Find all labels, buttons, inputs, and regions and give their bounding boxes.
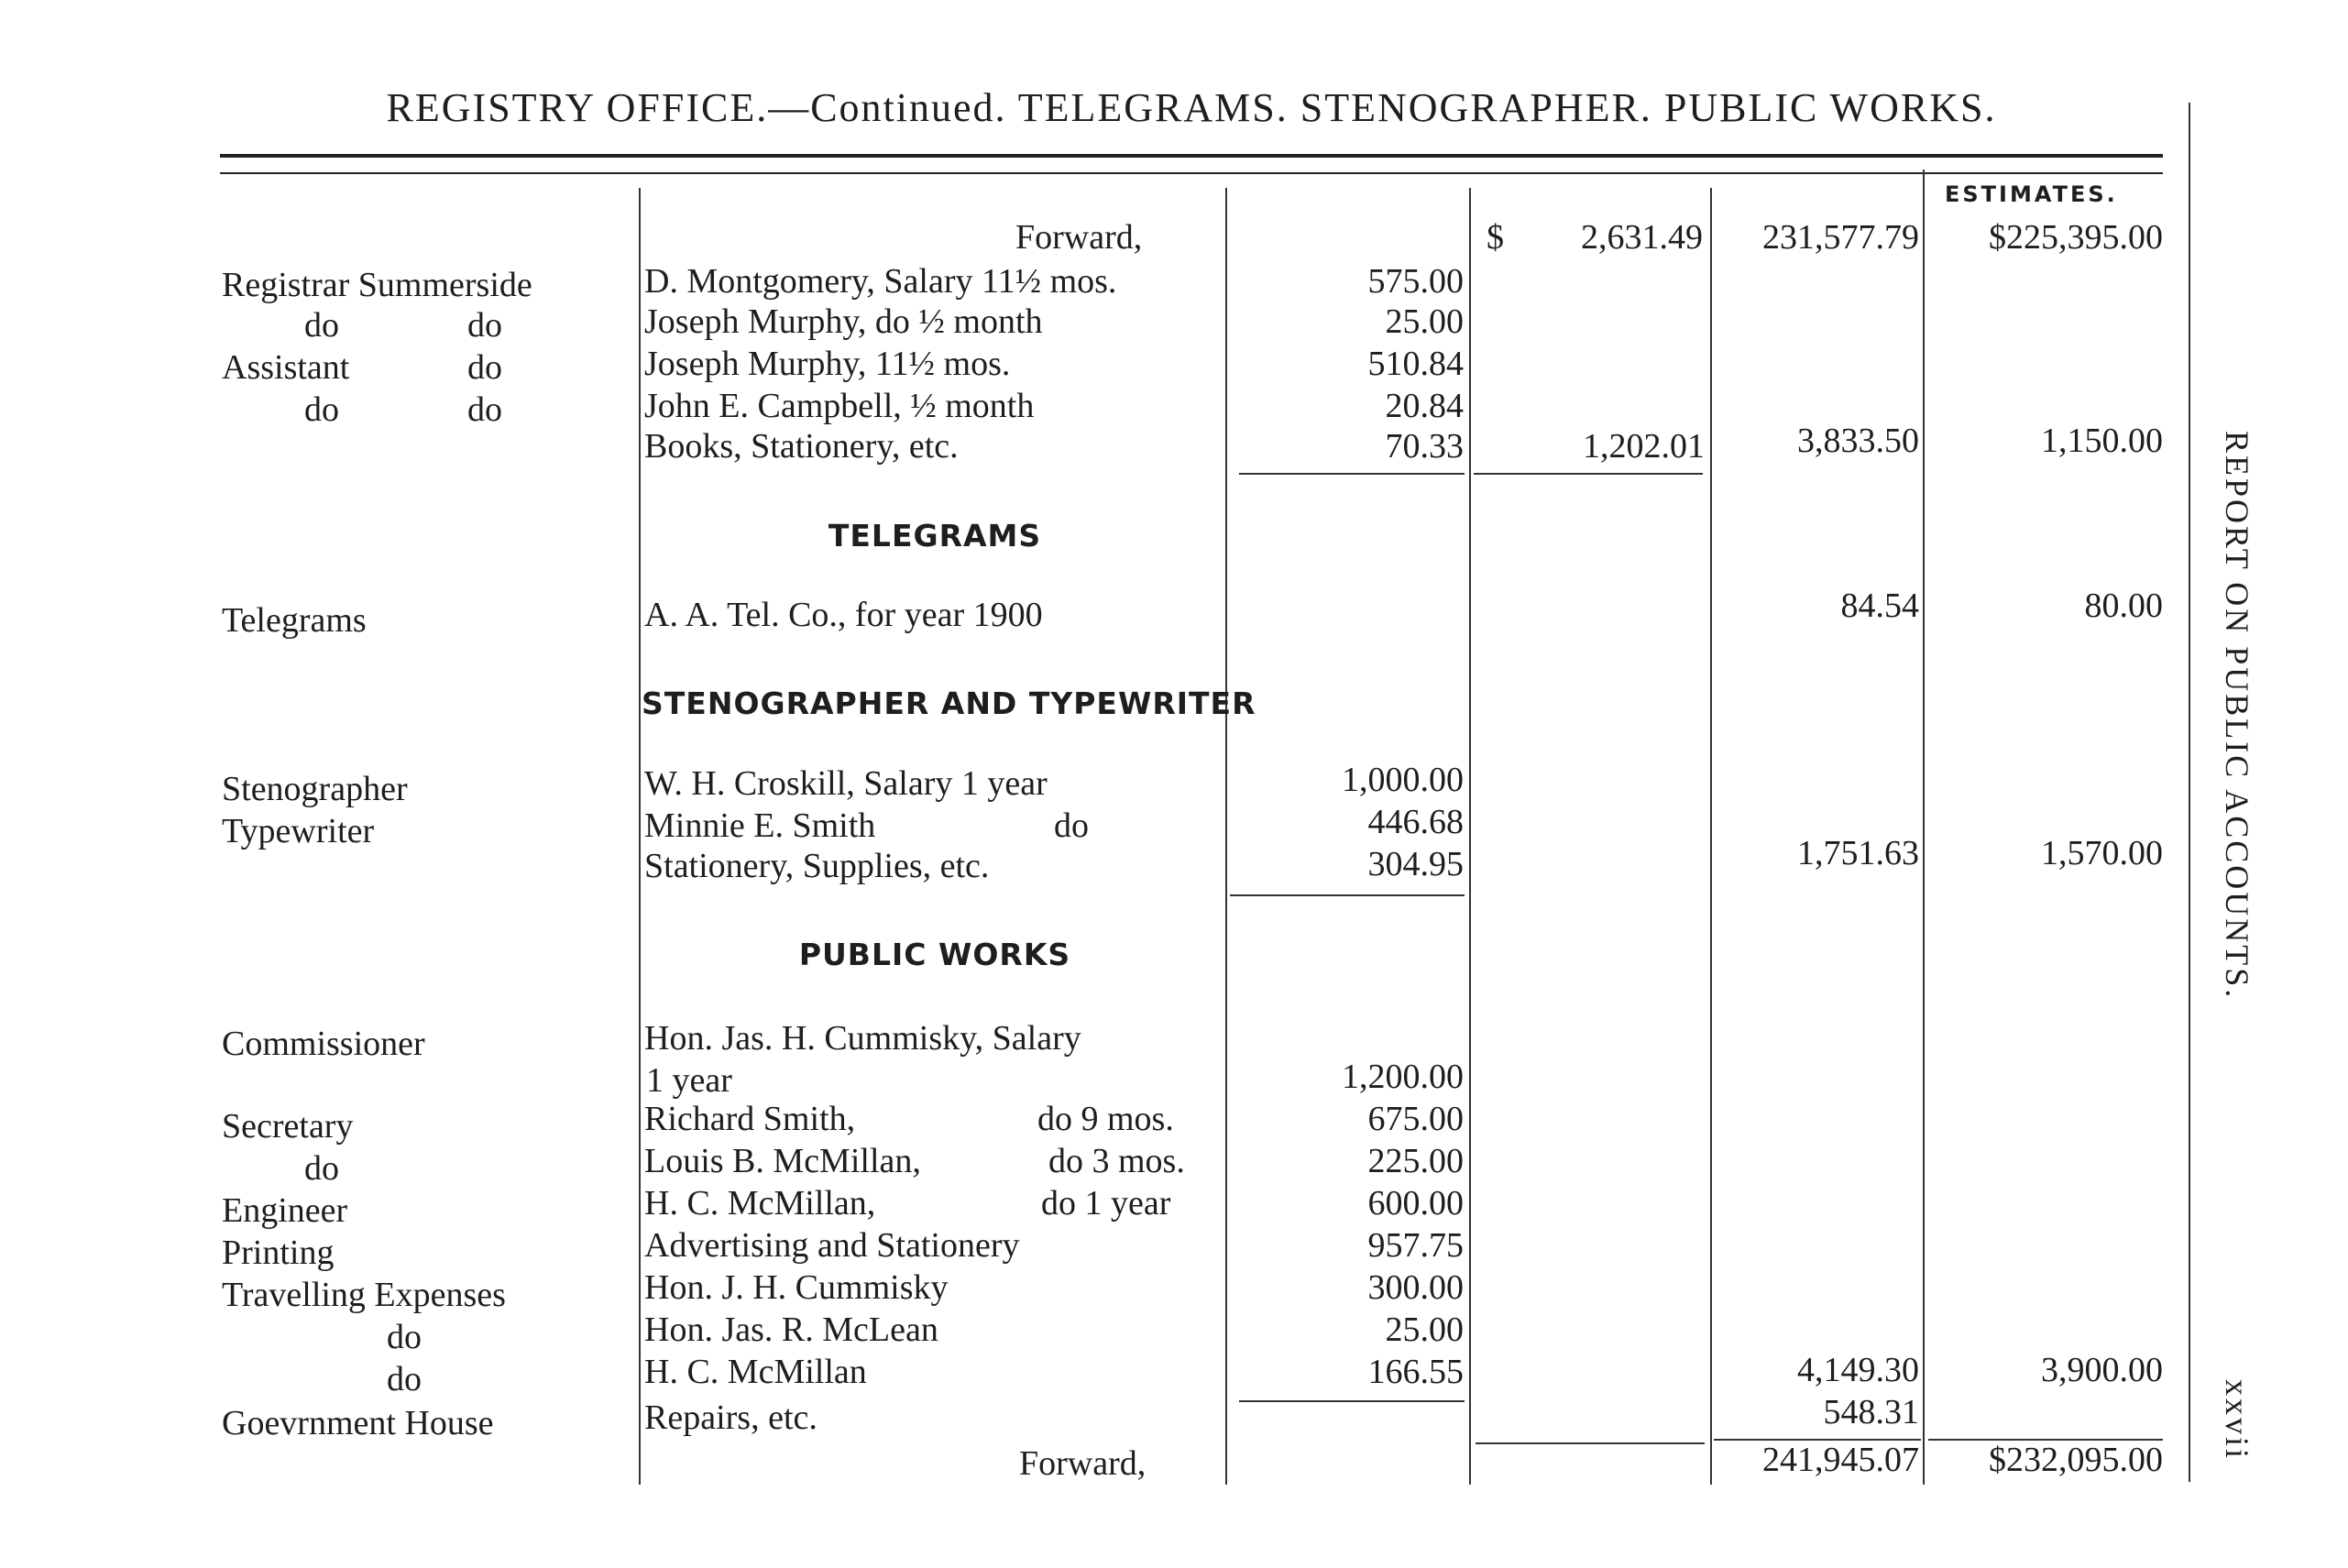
- side-caption: REPORT ON PUBLIC ACCOUNTS.: [2219, 431, 2255, 1001]
- forward-top-col2: 2,631.49: [1581, 218, 1703, 257]
- stenographer-row-desc: Minnie E. Smith: [644, 806, 876, 845]
- column-divider-col3: [1710, 188, 1712, 1485]
- public-works-row-amount: 166.55: [1367, 1353, 1464, 1391]
- estimates-header: ESTIMATES.: [1945, 181, 2118, 207]
- stenographer-row-desc: W. H. Croskill, Salary 1 year: [644, 764, 1048, 803]
- public-works-row-amount: 957.75: [1367, 1226, 1464, 1265]
- forward-top-col3: 231,577.79: [1762, 218, 1919, 257]
- public-works-row-desc: Hon. J. H. Cummisky: [644, 1268, 949, 1307]
- public-works-row-amount: 1,200.00: [1342, 1058, 1464, 1096]
- page-title: REGISTRY OFFICE.—Continued. TELEGRAMS. STENOGRAPHER. PUBLIC WORKS.: [386, 85, 1997, 130]
- column-divider-col2: [1469, 188, 1471, 1485]
- public-works-row-amount: 300.00: [1367, 1268, 1464, 1307]
- registry-amount-underline: [1239, 473, 1465, 475]
- telegrams-desc: A. A. Tel. Co., for year 1900: [644, 596, 1043, 634]
- public-works-row-desc: H. C. McMillan: [644, 1353, 867, 1391]
- stenographer-row-desc-b: do: [1054, 806, 1089, 845]
- registry-row-amount: 575.00: [1367, 262, 1464, 301]
- registry-row-amount: 25.00: [1385, 302, 1464, 341]
- registry-row-desc: Joseph Murphy, 11½ mos.: [644, 345, 1011, 383]
- forward-bottom-col3: 241,945.07: [1762, 1441, 1919, 1479]
- public-works-row-desc: Hon. Jas. R. McLean: [644, 1310, 938, 1349]
- government-house-label: Goevrnment House: [222, 1404, 494, 1442]
- public-works-estimate: 3,900.00: [2041, 1351, 2163, 1389]
- forward-top-col4: $225,395.00: [1989, 218, 2163, 257]
- registry-row-label: do: [304, 390, 339, 429]
- public-works-row-label: do: [387, 1318, 422, 1356]
- registry-row-label: Assistant: [222, 348, 350, 387]
- public-works-amount-underline: [1239, 1400, 1465, 1402]
- registry-row-amount: 510.84: [1367, 345, 1464, 383]
- public-works-row-label: Engineer: [222, 1191, 348, 1230]
- stenographer-row-label: Stenographer: [222, 770, 408, 808]
- telegrams-label: Telegrams: [222, 601, 367, 640]
- page-right-border: [2189, 103, 2190, 1482]
- stenographer-row-desc: Stationery, Supplies, etc.: [644, 847, 990, 885]
- bottom-col2-rule: [1476, 1442, 1705, 1444]
- telegrams-col3: 84.54: [1840, 587, 1919, 625]
- registry-row-label: Registrar Summerside: [222, 266, 532, 304]
- registry-row-label-b: do: [467, 348, 502, 387]
- stenographer-row-amount: 446.68: [1367, 803, 1464, 841]
- public-works-row-label: do: [387, 1360, 422, 1398]
- public-works-row-label: do: [304, 1149, 339, 1188]
- registry-row-desc: D. Montgomery, Salary 11½ mos.: [644, 262, 1117, 301]
- public-works-row-desc: 1 year: [646, 1061, 732, 1100]
- public-works-row-desc: Hon. Jas. H. Cummisky, Salary: [644, 1019, 1081, 1058]
- registry-row-amount: 20.84: [1385, 387, 1464, 425]
- public-works-row-label: Travelling Expenses: [222, 1276, 506, 1314]
- public-works-row-desc: Louis B. McMillan,: [644, 1142, 921, 1180]
- public-works-row-amount: 25.00: [1385, 1310, 1464, 1349]
- public-works-col3: 4,149.30: [1797, 1351, 1919, 1389]
- government-house-col3: 548.31: [1823, 1393, 1919, 1431]
- public-works-row-label: Printing: [222, 1234, 335, 1272]
- stenographer-row-label: Typewriter: [222, 812, 375, 850]
- stenographer-row-amount: 304.95: [1367, 845, 1464, 883]
- public-works-heading: PUBLIC WORKS: [798, 937, 1071, 972]
- column-divider-col4: [1923, 170, 1925, 1485]
- forward-top-label: Forward,: [1015, 218, 1143, 257]
- registry-row-desc: Joseph Murphy, do ½ month: [644, 302, 1043, 341]
- title-rule-thin: [220, 172, 2163, 174]
- public-works-row-desc: H. C. McMillan,: [644, 1184, 876, 1223]
- public-works-row-amount: 225.00: [1367, 1142, 1464, 1180]
- public-works-row-amount: 600.00: [1367, 1184, 1464, 1223]
- stenographer-amount-underline: [1230, 894, 1465, 896]
- government-house-desc: Repairs, etc.: [644, 1398, 817, 1437]
- stenographer-heading: STENOGRAPHER AND TYPEWRITER: [642, 685, 1256, 721]
- telegrams-heading: TELEGRAMS: [828, 518, 1042, 554]
- registry-row-label-b: do: [467, 390, 502, 429]
- registry-row-desc: Books, Stationery, etc.: [644, 427, 959, 466]
- public-works-row-desc-b: do 9 mos.: [1037, 1100, 1174, 1138]
- registry-row-label-b: do: [467, 306, 502, 345]
- stenographer-row-amount: 1,000.00: [1342, 761, 1464, 799]
- public-works-row-desc: Richard Smith,: [644, 1100, 856, 1138]
- public-works-row-desc: Advertising and Stationery: [644, 1226, 1020, 1265]
- public-works-row-desc-b: do 1 year: [1041, 1184, 1171, 1223]
- stenographer-col3: 1,751.63: [1797, 834, 1919, 872]
- registry-total-col2: 1,202.01: [1583, 427, 1705, 466]
- forward-top-dollar: $: [1487, 218, 1504, 257]
- registry-total-col3: 3,833.50: [1797, 422, 1919, 460]
- registry-row-desc: John E. Campbell, ½ month: [644, 387, 1035, 425]
- page-number: xxvii: [2219, 1379, 2255, 1462]
- public-works-row-desc-b: do 3 mos.: [1048, 1142, 1185, 1180]
- registry-col2-underline: [1474, 473, 1703, 475]
- registry-row-amount: 70.33: [1385, 427, 1464, 466]
- forward-bottom-label: Forward,: [1019, 1444, 1147, 1483]
- public-works-row-amount: 675.00: [1367, 1100, 1464, 1138]
- stenographer-estimate: 1,570.00: [2041, 834, 2163, 872]
- public-works-row-label: Secretary: [222, 1107, 354, 1146]
- registry-estimate: 1,150.00: [2041, 422, 2163, 460]
- forward-bottom-col4: $232,095.00: [1989, 1441, 2163, 1479]
- registry-row-label: do: [304, 306, 339, 345]
- public-works-row-label: Commissioner: [222, 1025, 425, 1063]
- title-rule-thick: [220, 154, 2163, 158]
- telegrams-estimate: 80.00: [2084, 587, 2163, 625]
- column-divider-amount: [1225, 188, 1227, 1485]
- column-divider-description: [639, 188, 641, 1485]
